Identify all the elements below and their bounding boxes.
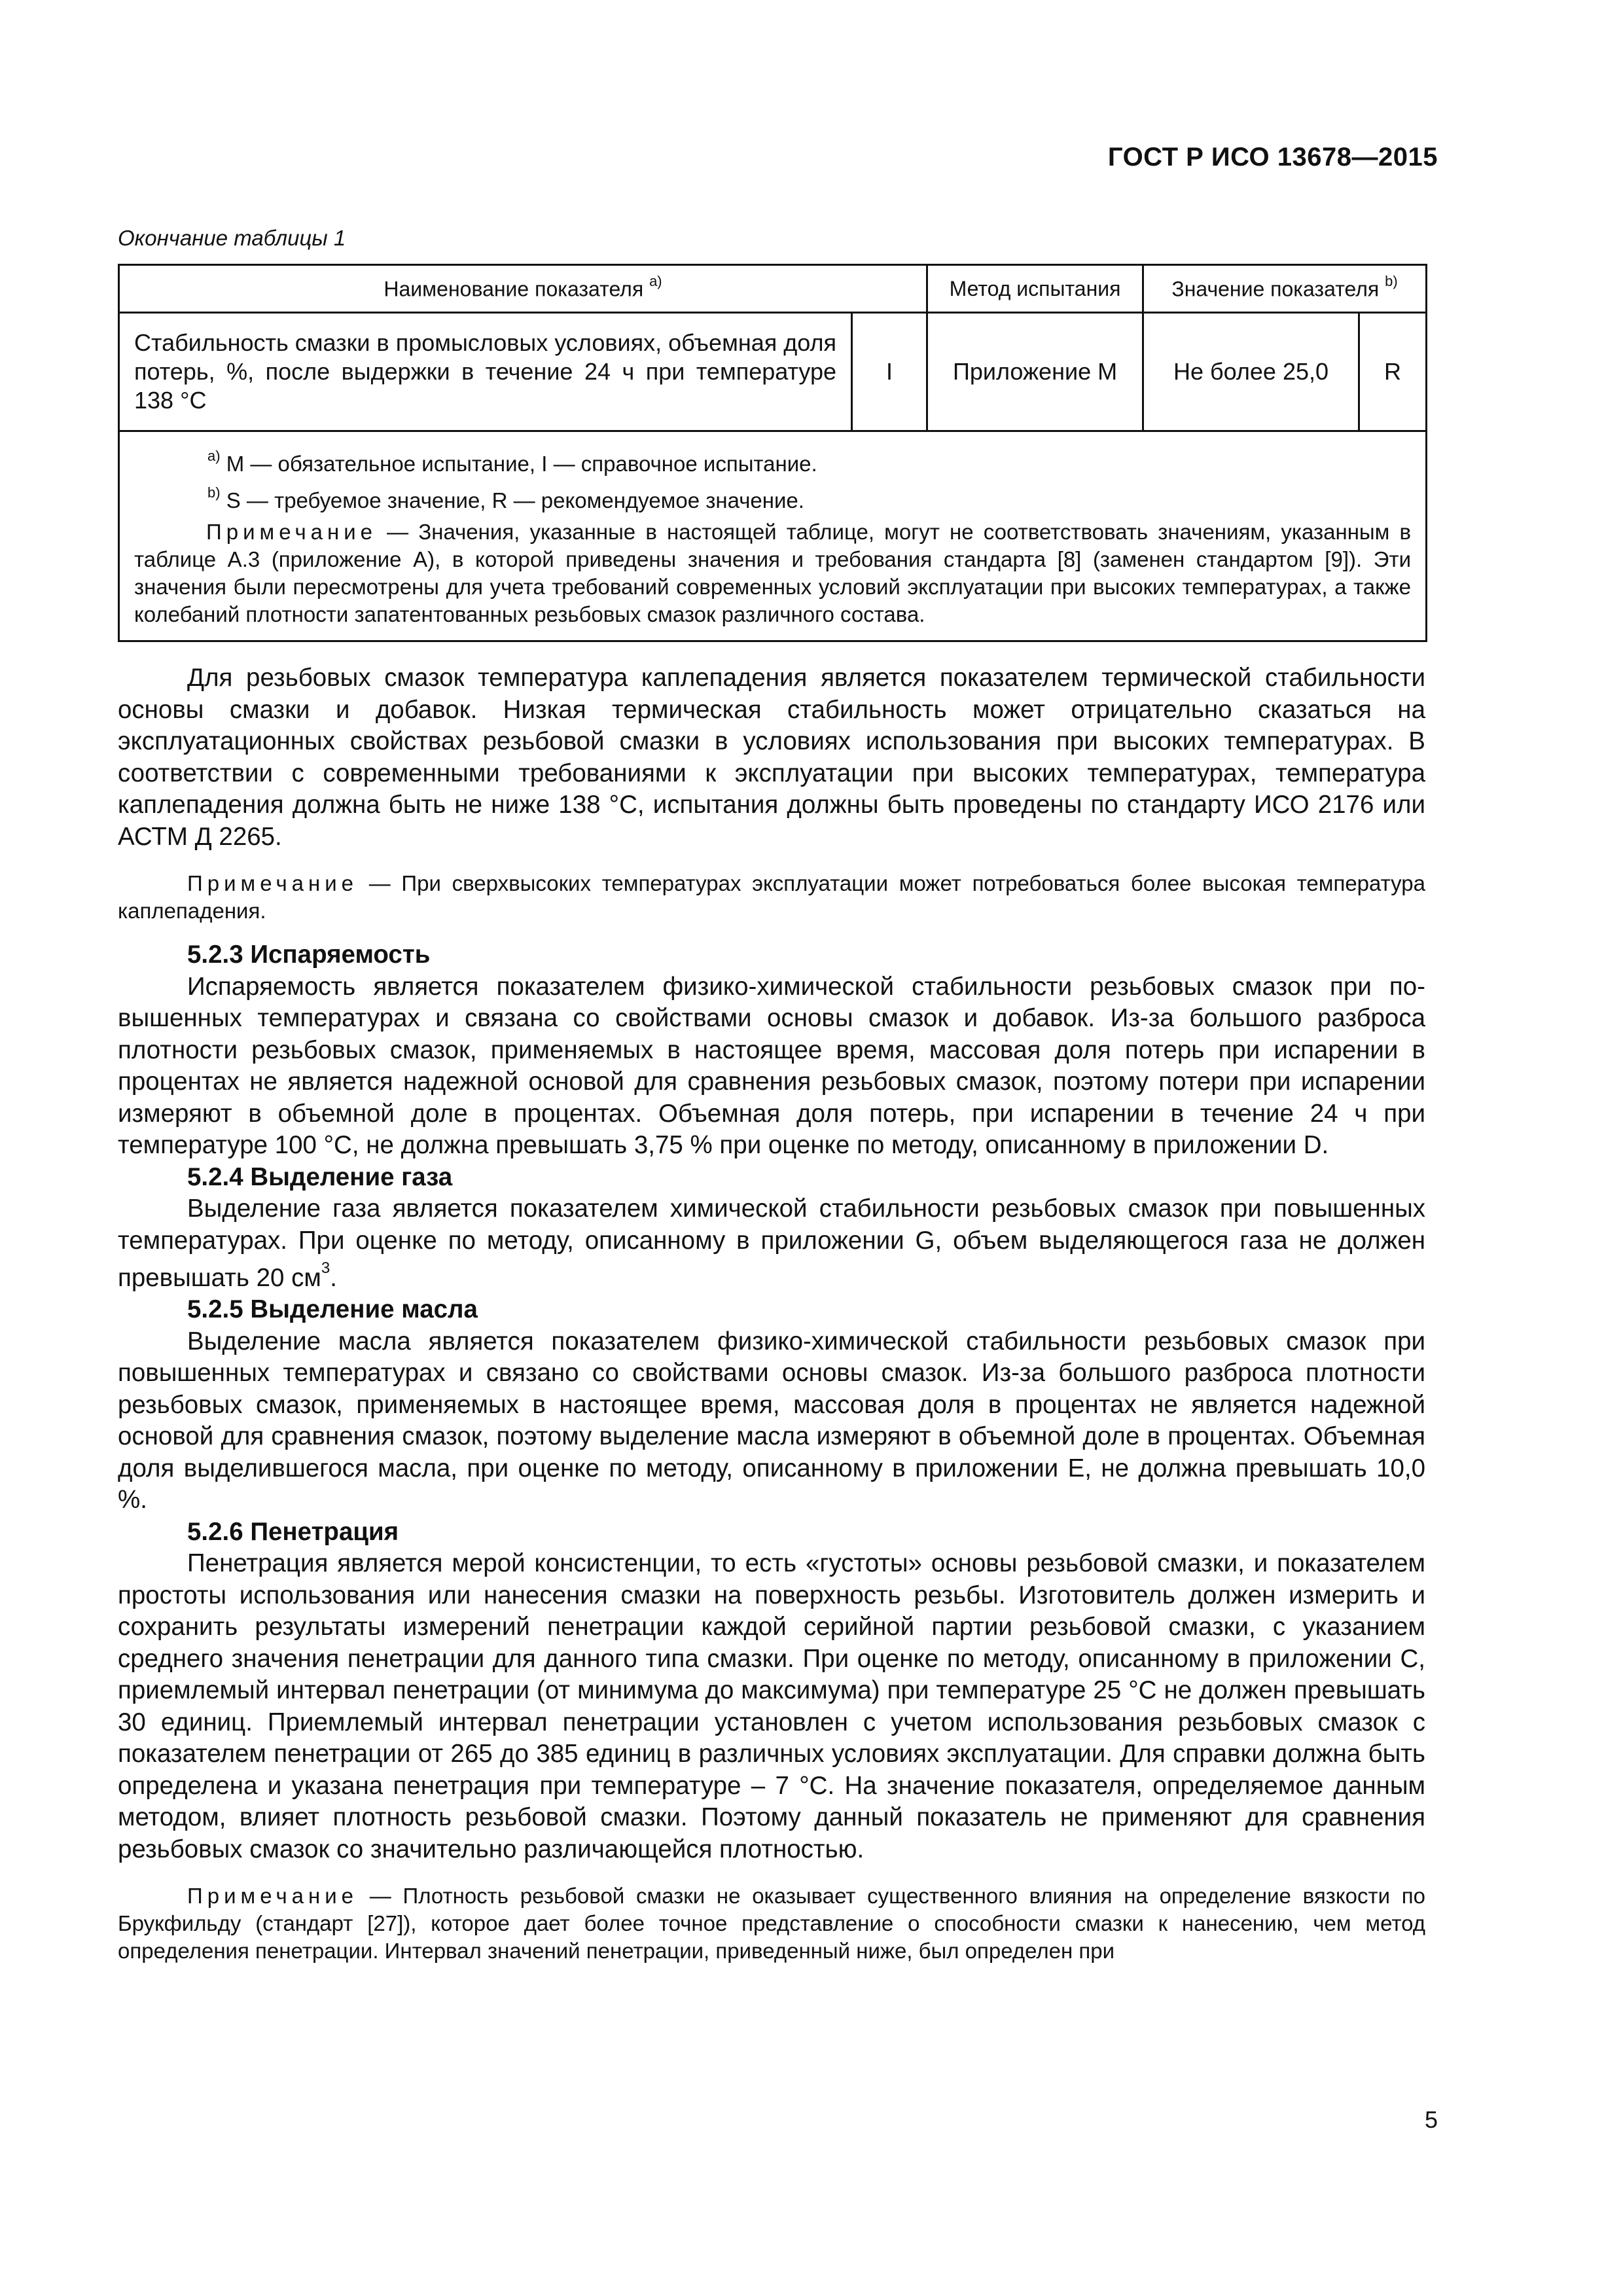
table-caption: Окончание таблицы 1 <box>118 226 346 250</box>
note-2: Примечание — Плотность резьбовой смазки не оказывает существенного влияния на определение вязкости по Брукфильду (стандарт [27]), которое дает более точное представление о способности смазки к нанесению, чем метод определения пенетрации. Интервал значений пенетрации, приведенный ниже, был определен при <box>118 1884 1425 1964</box>
section-5-2-4-text: Выделение газа является показателем химической стабильности резьбовых смазок при повышенных температурах. При оценке по методу, описанному в приложении G, объем выделяющегося газа не должен превышать 20 $см^3$. <box>118 1194 1425 1292</box>
table-notes-row <box>119 431 1427 641</box>
paragraph-dropping-point: Для резьбовых смазок температура каплепадения является показателем термической стабильности основы смазки и добавок. Низкая термическая стабильность может отрицательно сказаться на эксплуатационных свойствах резьбовой смазки в условиях использования при высоких температурах. В соответствии с современными требованиями к эксплуатации при высоких температурах, температура каплепадения должна быть не ниже 138 °С, испытания должны быть проведены по стандарту ИСО 2176 или АСТМ Д 2265. <box>118 664 1425 851</box>
section-5-2-5-title: 5.2.5 Выделение масла <box>187 1295 478 1324</box>
header-method: Метод испытания <box>927 265 1143 313</box>
section-5-2-6-title: 5.2.6 Пенетрация <box>187 1517 399 1546</box>
section-5-2-5-text: Выделение масла является показателем физико-химической стабильности резьбовых смазок при повышенных температурах и связано со свойствами основы смазок. Из-за большого разброса плотности резьбовых смазок, применяемых в настоящее время, массовая доля в процентах не является надежной основой для сравнения смазок, поэтому выделение масла измеряют в объемной доле в процентах. Объемная доля выделившегося масла, при оценке по методу, описанному в приложении Е, не должна превышать 10,0 %. <box>118 1327 1425 1515</box>
main-text <box>118 662 1425 1965</box>
header-name: Наименование показателя $^{a)}$ <box>119 265 927 313</box>
row-test-method: Приложение М <box>927 313 1143 431</box>
row-test-type: I <box>852 313 927 431</box>
page-number: 5 <box>1424 2106 1438 2133</box>
table-notes <box>119 431 1427 641</box>
parameters-table <box>118 264 1427 642</box>
footnote-a: $^{a)}$ М — обязательное испытание, I — справочное испытание. <box>207 448 817 476</box>
section-5-2-4-title: 5.2.4 Выделение газа <box>187 1162 453 1191</box>
row-parameter-name: Стабильность смазки в промысловых условиях, объемная доля потерь, %, после выдержки в течение 24 ч при температуре 138 °С <box>119 313 852 431</box>
section-5-2-3-text: Испаряемость является показателем физико-химической стабильности резьбовых смазок при повышенных температурах и связана со свойствами основы смазок и добавок. Из-за большого разброса плотности резьбовых смазок, применяемых в настоящее время, массовая доля потерь при испарении в процентах не является надежной основой для сравнения резьбовых смазок, поэтому потери при испарении измеряют в объемной доле в процентах. Объемная доля потерь, при испарении в течение 24 ч при температуре 100 °С, не должна превышать 3,75 % при оценке по методу, описанному в приложении D. <box>118 972 1425 1159</box>
note-1: Примечание — При сверхвысоких температурах эксплуатации может потребоваться более высокая температура каплепадения. <box>118 871 1425 923</box>
table-header-row <box>119 265 1427 313</box>
row-requirement: R <box>1359 313 1427 431</box>
footnote-b: $^{b)}$ S — требуемое значение, R — рекомендуемое значение. <box>207 484 804 512</box>
table-row <box>119 313 1427 431</box>
document-code: ГОСТ Р ИСО 13678—2015 <box>1107 143 1438 171</box>
table-note: Примечание — Значения, указанные в настоящей таблице, могут не соответствовать значениям, указанным в таблице А.3 (приложение А), в которой приведены значения и требования стандарта [8] (заменен стандартом [9]). Эти значения были пересмотрены для учета требований современных условий эксплуатации при высоких температурах, а также колебаний плотности запатентованных резьбовых смазок различного состава. <box>134 520 1412 626</box>
section-5-2-6-text: Пенетрация является мерой консистенции, то есть «густоты» основы резьбовой смазки, и показателем простоты использования или нанесения смазки на поверхность резьбы. Изготовитель должен измерить и сохранить результаты измерений пенетрации каждой серийной партии резьбовой смазки, с указанием среднего значения пенетрации для данного типа смазки. При оценке по методу, описанному в приложении С, приемлемый интервал пенетрации (от минимума до максимума) при температуре 25 °С не должен превышать 30 единиц. Приемлемый интервал пенетрации установлен с учетом использования резьбовых смазок с показателем пенетрации от 265 до 385 единиц в различных условиях эксплуатации. Для справки должна быть определена и указана пенетрация при температуре – 7 °С. На значение показателя, определяемое данным методом, влияет плотность резьбовой смазки. Поэтому данный показатель не применяют для сравнения резьбовых смазок со значительно различающейся плотностью. <box>118 1549 1425 1863</box>
row-value: Не более 25,0 <box>1143 313 1359 431</box>
section-5-2-3-title: 5.2.3 Испаряемость <box>187 941 431 969</box>
header-value: Значение показателя $^{b)}$ <box>1143 265 1427 313</box>
